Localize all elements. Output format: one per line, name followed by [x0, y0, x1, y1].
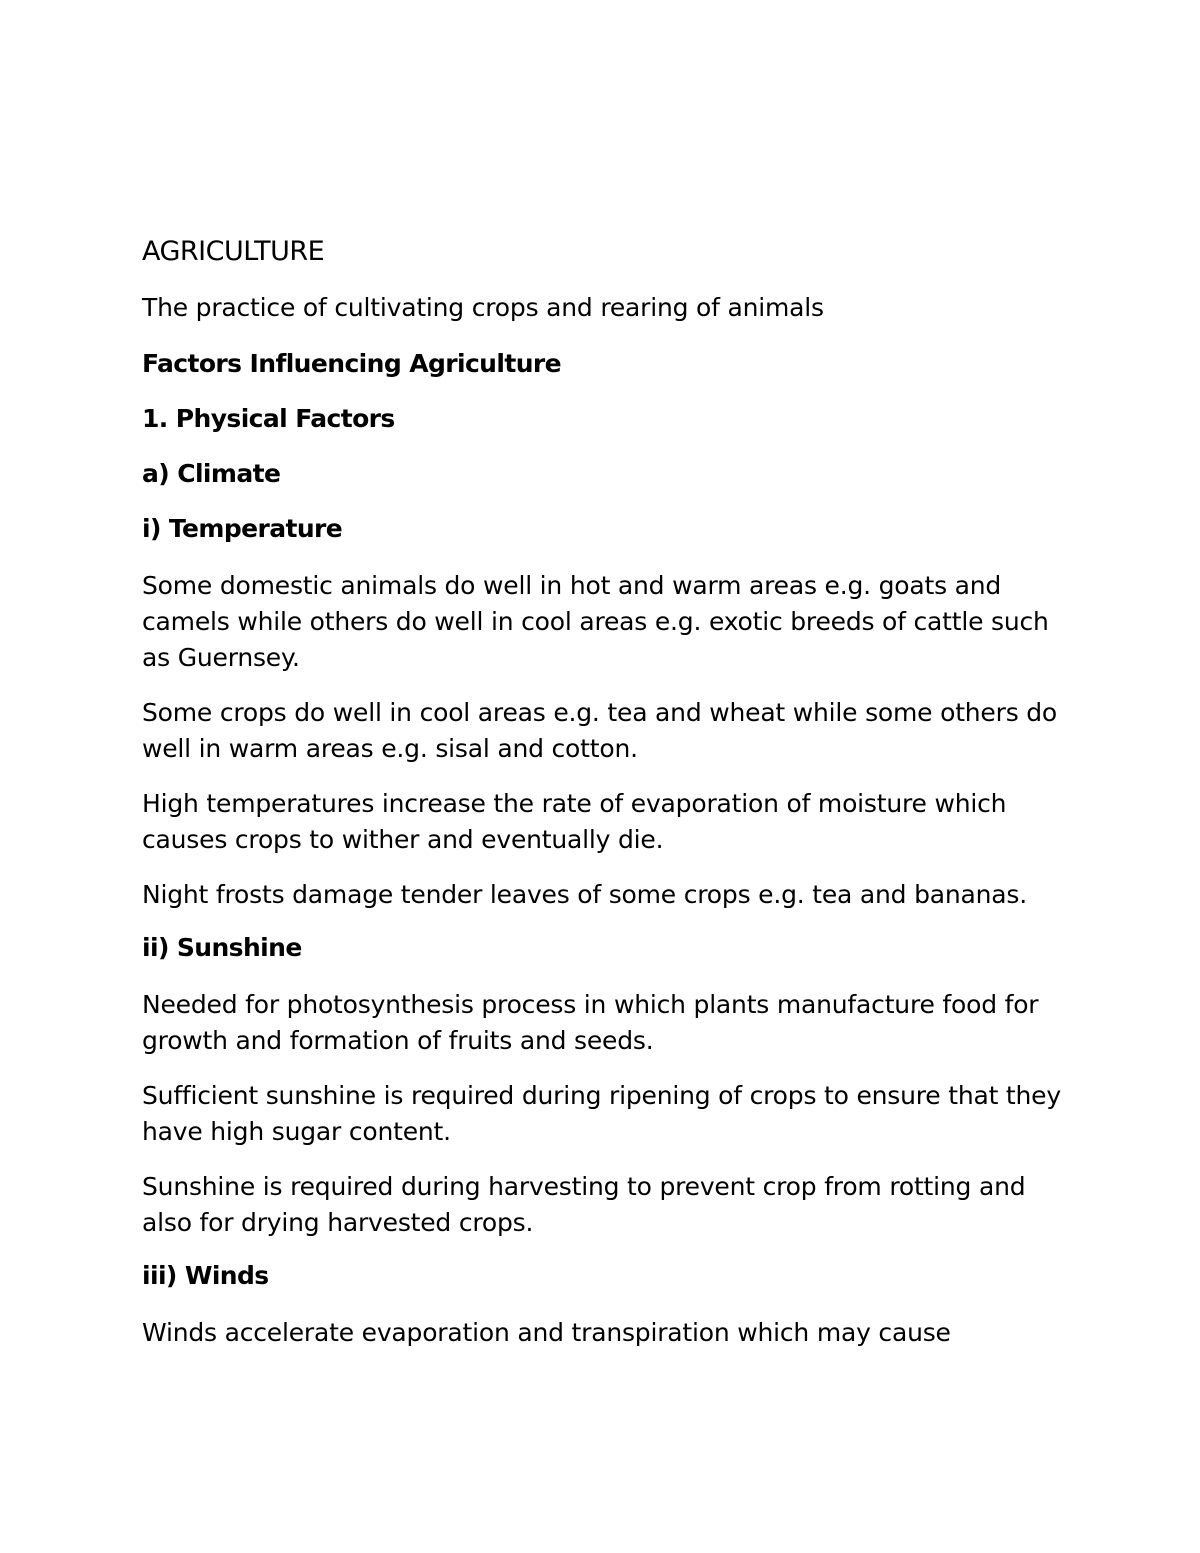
document-page: [142, 236, 1072, 1370]
paragraph-temperature-2: Some crops do well in cool areas e.g. tea and wheat while some others do well in warm areas e.g. sisal and cotton.: [142, 698, 1058, 763]
heading-climate: a) Climate: [142, 459, 281, 488]
paragraph-temperature-3: High temperatures increase the rate of evaporation of moisture which causes crops to wither and eventually die.: [142, 789, 1007, 854]
paragraph-sunshine-1: Needed for photosynthesis process in which plants manufacture food for growth and formation of fruits and seeds.: [142, 990, 1039, 1055]
heading-physical-factors: 1. Physical Factors: [142, 404, 395, 433]
definition-text: The practice of cultivating crops and rearing of animals: [142, 293, 824, 322]
paragraph-temperature-1: Some domestic animals do well in hot and warm areas e.g. goats and camels while others do well in cool areas e.g. exotic breeds of cattle such as Guernsey.: [142, 571, 1049, 672]
paragraph-temperature-4: Night frosts damage tender leaves of some crops e.g. tea and bananas.: [142, 880, 1027, 909]
heading-factors: Factors Influencing Agriculture: [142, 349, 561, 378]
heading-sunshine: ii) Sunshine: [142, 933, 302, 962]
document-title: AGRICULTURE: [142, 236, 325, 267]
paragraph-winds-1: Winds accelerate evaporation and transpiration which may cause: [142, 1318, 951, 1347]
heading-winds: iii) Winds: [142, 1261, 269, 1290]
paragraph-sunshine-2: Sufficient sunshine is required during ripening of crops to ensure that they have high sugar content.: [142, 1081, 1061, 1146]
heading-temperature: i) Temperature: [142, 514, 343, 543]
paragraph-sunshine-3: Sunshine is required during harvesting to prevent crop from rotting and also for drying harvested crops.: [142, 1172, 1026, 1237]
